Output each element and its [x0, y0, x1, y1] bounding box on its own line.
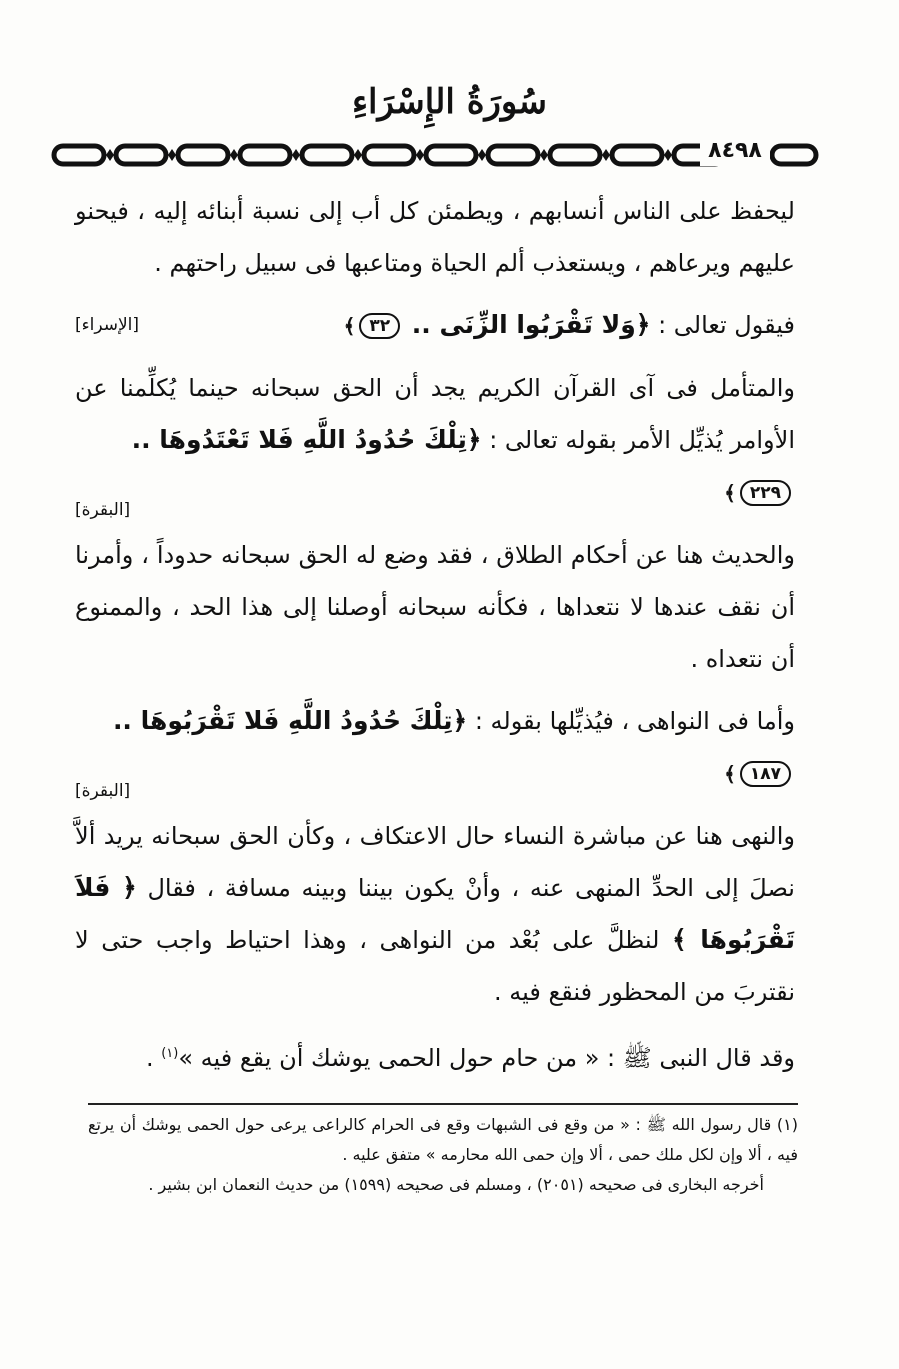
paragraph-3 — [75, 362, 795, 519]
paragraph-7 — [75, 1028, 795, 1084]
paragraph-4 — [75, 529, 795, 685]
surah-reference: [البقرة] — [75, 781, 131, 801]
footnote-marker[interactable]: (١) — [161, 1046, 179, 1061]
surah-title: سُورَةُ الإِسْرَاءِ — [352, 82, 547, 122]
paragraph-6 — [75, 810, 795, 1018]
paragraph-1-text: ليحفظ على الناس أنسابهم ، ويطمئن كل أب إلى نسبة أبنائه إليه ، فيحنو عليهم ويرعاهم ، ويستعذب ألم الحياة ومتاعبها فى سبيل راحتهم . — [75, 197, 795, 277]
body-text — [75, 185, 795, 1094]
verse-close-bracket: ﴾ — [724, 481, 736, 505]
verse-intro: فيقول تعالى : — [658, 311, 795, 339]
paragraph-3-text: والمتأمل فى آى القرآن الكريم يجد أن الحق سبحانه حينما يُكلِّمنا عن الأوامر يُذيِّل الأمر بقوله تعالى : — [75, 374, 795, 454]
footnote-line-2: أخرجه البخارى فى صحيحه (٢٠٥١) ، ومسلم فى صحيحه (١٥٩٩) من حديث النعمان ابن بشير . — [148, 1175, 764, 1194]
footnote-line-1: (١) قال رسول الله ﷺ : « من وقع فى الشبهات وقع فى الحرام كالراعى يرعى حول الحمى يوشك أن يرتع فيه ، ألا وإن لكل ملك حمى ، ألا وإن حمى الله محارمه » متفق عليه . — [88, 1115, 798, 1164]
verse-line-baqara-187 — [75, 747, 795, 800]
verse-line-isra — [75, 299, 795, 352]
verse-number-badge: ١٨٧ — [740, 761, 791, 787]
verse-number-badge: ٣٢ — [359, 313, 400, 339]
verse-line-baqara-229 — [75, 466, 795, 519]
footnote — [88, 1110, 798, 1200]
quran-verse-baqara-187: ﴿تِلْكَ حُدُودُ اللَّهِ فَلا تَقْرَبُوهَا .. — [112, 706, 468, 735]
quran-verse-isra: ﴿وَلا تَقْرَبُوا الزِّنَى .. — [411, 310, 651, 339]
paragraph-1 — [75, 185, 795, 289]
verse-close-bracket: ﴾ — [343, 314, 356, 338]
surah-reference: [الإسراء] — [75, 315, 140, 335]
paragraph-5-text: وأما فى النواهى ، فيُذيِّلها بقوله : — [474, 707, 795, 735]
hadith-text: وقد قال النبى ﷺ : « من حام حول الحمى يوشك أن يقع فيه » — [178, 1044, 795, 1072]
paragraph-2 — [75, 299, 795, 352]
page-number: ٨٤٩٨ — [700, 136, 770, 166]
paragraph-5 — [75, 695, 795, 800]
hadith-end: . — [145, 1044, 154, 1072]
verse-close-bracket: ﴾ — [724, 762, 736, 786]
paragraph-4-text: والحديث هنا عن أحكام الطلاق ، فقد وضع له الحق سبحانه حدوداً ، وأمرنا أن نقف عندها لا نتعداها ، فكأنه سبحانه أوصلنا إلى هذا الحد ، والممنوع أن نتعداه . — [75, 541, 795, 673]
paragraph-6-text-b: لنظلَّ على بُعْد من النواهى ، وهذا احتياط واجب حتى لا نقتربَ من المحظور فنقع فيه . — [75, 926, 795, 1006]
paragraph-6-text-a: والنهى هنا عن مباشرة النساء حال الاعتكاف ، وكأن الحق سبحانه يريد ألاَّ نصلَ إلى الحدِّ المنهى عنه ، وأنْ يكون بيننا وبينه مسافة ، فقال — [75, 822, 795, 902]
surah-reference: [البقرة] — [75, 500, 131, 520]
verse-number-badge: ٢٢٩ — [740, 480, 791, 506]
footnote-divider — [88, 1103, 798, 1105]
quran-verse-baqara-229: ﴿تِلْكَ حُدُودُ اللَّهِ فَلا تَعْتَدُوهَا .. — [131, 425, 482, 454]
quran-verse-inline: ﴿ فَلاَ تَقْرَبُوهَا ﴾ — [75, 873, 795, 954]
